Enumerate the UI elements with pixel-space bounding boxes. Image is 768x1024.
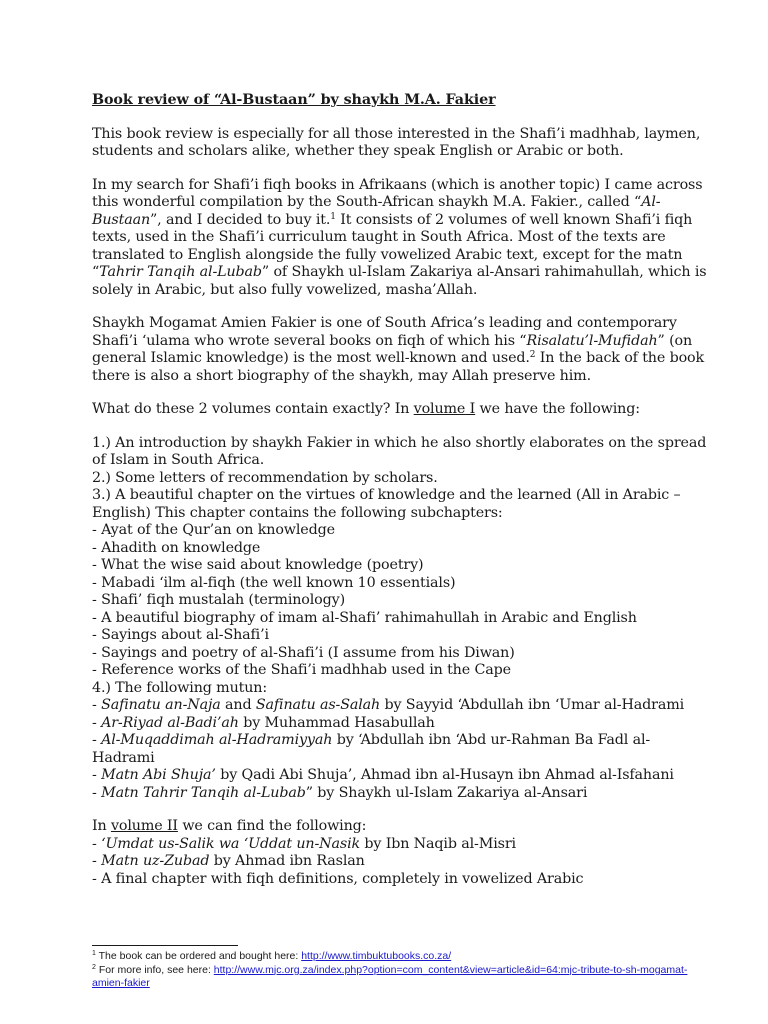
text-run: by ‘Abdullah ibn ‘Abd ur-Rahman Ba Fadl al-Hadrami	[92, 732, 651, 766]
volume-ii-list	[92, 818, 708, 888]
sub-item: - Sayings and poetry of al-Shafi’i (I assume from his Diwan)	[92, 644, 515, 661]
footnote-text: The book can be ordered and bought here:	[95, 950, 302, 962]
page-title: Book review of “Al-Bustaan” by shaykh M.A. Fakier	[92, 92, 496, 108]
list-item: 4.) The following mutun:	[92, 679, 268, 696]
sub-item: - Reference works of the Shafi’i madhhab used in the Cape	[92, 662, 511, 678]
text-run: we can find the following:	[177, 818, 367, 834]
matn-title-italic: Safinatu as-Salah	[255, 697, 381, 713]
footnote-ref-2[interactable]: 2	[529, 350, 536, 360]
dash: -	[92, 784, 102, 801]
text-run: by Qadi Abi Shuja’, Ahmad ibn al-Husayn ibn Ahmad al-Isfahani	[215, 767, 674, 783]
search-paragraph	[92, 177, 708, 300]
text-run: In	[92, 818, 111, 834]
matn-item	[92, 853, 708, 871]
list-item: 2.) Some letters of recommendation by scholars.	[92, 469, 438, 486]
matn-title-italic: Safinatu an-Naja	[101, 697, 221, 713]
sub-item: - Ayat of the Qur’an on knowledge	[92, 522, 335, 538]
footnote-ref-1[interactable]: 1	[330, 211, 336, 222]
matn-title-italic: Ar-Riyad al-Badi’ah	[101, 714, 239, 731]
text-run: by Ahmad ibn Raslan	[209, 853, 365, 869]
matn-title-italic: Tahrir Tanqih al-Lubab	[99, 264, 262, 280]
text-run: ” of Shaykh ul-Islam Zakariya al-Ansari rahimahullah, which is solely in Arabic, but also fully vowelized, masha’Allah.	[92, 264, 707, 298]
sub-item: - A beautiful biography of imam al-Shafi’ rahimahullah in Arabic and English	[92, 609, 637, 626]
author-paragraph	[92, 315, 708, 385]
volume-ii-label: volume II	[110, 818, 178, 834]
timbuktu-books-link[interactable]: http://www.timbuktubooks.co.za/	[301, 950, 452, 962]
text-run: and	[220, 697, 256, 713]
matn-item	[92, 697, 708, 715]
volume-ii-intro	[92, 818, 708, 836]
footnote-divider	[92, 945, 238, 946]
text-run: What do these 2 volumes contain exactly? In	[92, 401, 414, 417]
list-item: 1.) An introduction by shaykh Fakier in which he also shortly elaborates on the spread of Islam in South Africa.	[92, 434, 707, 468]
dash: -	[92, 697, 102, 713]
matn-title-italic: Matn Tahrir Tanqih al-Lubab	[101, 784, 306, 801]
dash: -	[92, 767, 102, 783]
footnote-1	[92, 950, 712, 964]
matn-item	[92, 767, 708, 785]
footnote-text: For more info, see here:	[95, 963, 214, 976]
matn-title-italic: Matn uz-Zubad	[101, 853, 210, 869]
dash: -	[92, 714, 102, 731]
volume-i-label: volume I	[413, 401, 476, 417]
sub-item: - Shafi’ fiqh mustalah (terminology)	[92, 592, 345, 608]
matn-item	[92, 785, 708, 803]
contents-question	[92, 401, 708, 419]
book-title-italic: Al-Bustaan	[92, 194, 661, 228]
sub-item: - What the wise said about knowledge (poetry)	[92, 557, 424, 573]
matn-title-italic: Matn Abi Shuja’	[101, 767, 216, 783]
mjc-tribute-link[interactable]: http://www.mjc.org.za/index.php?option=com_content&view=article&id=64:mjc-tribute-to-sh-mogamat-amien-fakier	[92, 963, 688, 989]
text-run: In my search for Shafi’i fiqh books in Afrikaans (which is another topic) I came across this wonderful compilation by the South-African shaykh M.A. Fakier., called “	[92, 176, 703, 210]
text-run: we have the following:	[475, 401, 640, 417]
sub-item: - Sayings about al-Shafi’i	[92, 627, 269, 643]
text-run: by Sayyid ‘Abdullah ibn ‘Umar al-Hadrami	[380, 697, 685, 713]
matn-item	[92, 836, 708, 854]
text-run: In the back of the book there is also a short biography of the shaykh, may Allah preserve him.	[92, 350, 705, 384]
text-run: by Muhammad Hasabullah	[238, 714, 435, 731]
dash: -	[92, 732, 102, 748]
list-item: - A final chapter with fiqh definitions, completely in vowelized Arabic	[92, 870, 584, 887]
matn-title-italic: ‘Umdat us-Salik wa ‘Uddat un-Nasik	[101, 835, 361, 852]
footnote-number: 2	[92, 963, 96, 971]
book-title-italic: Risalatu’l-Mufidah	[526, 332, 658, 349]
sub-item: - Mabadi ‘ilm al-fiqh (the well known 10 essentials)	[92, 574, 456, 591]
dash: -	[92, 853, 102, 869]
text-run: ” (on general Islamic knowledge) is the most well-known and used.	[92, 332, 693, 366]
text-run: ” by Shaykh ul-Islam Zakariya al-Ansari	[305, 784, 588, 801]
intro-paragraph: This book review is especially for all those interested in the Shafi’i madhhab, laymen, students and scholars alike, whether they speak English or Arabic or both.	[92, 125, 701, 159]
footnote-number: 1	[92, 950, 96, 957]
footnote-2	[92, 964, 712, 991]
text-run: Shaykh Mogamat Amien Fakier is one of South Africa’s leading and contemporary Shafi’i ‘ulama who wrote several books on fiqh of which his “	[92, 315, 677, 349]
sub-item: - Ahadith on knowledge	[92, 539, 261, 556]
text-run: It consists of 2 volumes of well known Shafi’i fiqh texts, used in the Shafi’i curriculum taught in South Africa. Most of the texts are translated to English alongside the fully vowelized Arabic text, except for the matn “	[92, 211, 693, 280]
dash: -	[92, 835, 102, 852]
list-item: 3.) A beautiful chapter on the virtues of knowledge and the learned (All in Arabic – English) This chapter contains the following subchapters:	[92, 487, 681, 521]
text-run: ”, and I decided to buy it.	[150, 211, 331, 228]
footnotes	[92, 950, 712, 991]
volume-i-list	[92, 435, 708, 803]
matn-item	[92, 715, 708, 733]
matn-title-italic: Al-Muqaddimah al-Hadramiyyah	[101, 732, 333, 748]
matn-item	[92, 732, 708, 767]
text-run: by Ibn Naqib al-Misri	[360, 835, 516, 852]
